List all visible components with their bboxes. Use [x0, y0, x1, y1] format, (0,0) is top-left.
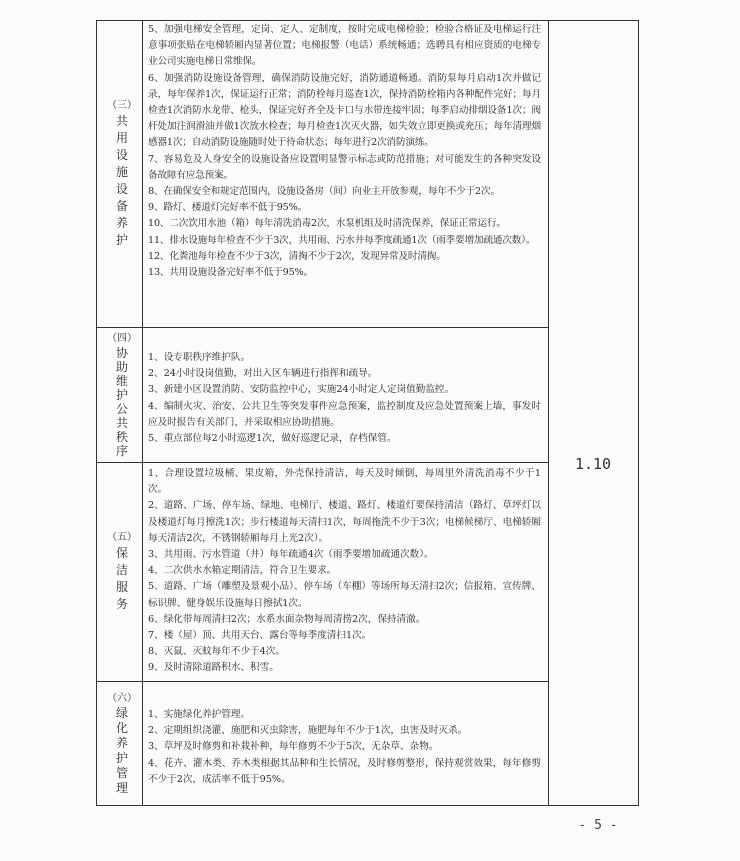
category-char: 护	[115, 750, 128, 765]
category-char: 维	[115, 374, 128, 388]
column-divider	[142, 20, 143, 806]
column-divider	[548, 20, 549, 806]
category-char: 护	[115, 388, 128, 402]
content-item: 8、灭鼠、灭蚊每年不少于4次。	[148, 646, 285, 658]
category-char: 洁	[115, 563, 128, 577]
category-char: 备	[115, 199, 128, 213]
category-char: 共	[115, 114, 128, 128]
category-char: 养	[115, 216, 128, 230]
category-char: 护	[115, 233, 128, 247]
section-index: （三）	[107, 100, 137, 111]
content-item: 4、编制火灾、治安、公共卫生等突发事件应急预案，监控制度及应急处置预案上墙，事发时应及时报告有关部门，并采取相应协助措施。	[148, 400, 541, 428]
category-char: 用	[115, 131, 128, 145]
category-char: 协	[115, 346, 128, 360]
category-char: 序	[115, 444, 128, 458]
content-item: 6、绿化带每周清扫2次；水系水面杂物每周清捞2次，保持清澈。	[148, 613, 426, 625]
category-char: 设	[115, 182, 128, 196]
section-4-category	[102, 328, 142, 462]
table-border-right	[638, 20, 639, 806]
section-6-content	[148, 707, 541, 788]
section-6-category	[102, 682, 142, 805]
section-3-content	[148, 22, 541, 281]
content-item: 9、路灯、楼道灯完好率不低于95%。	[148, 202, 308, 214]
section-index: （四）	[107, 333, 137, 344]
content-item: 6、加强消防设施设备管理，确保消防设施完好，消防通道畅通。消防泵每月启动1次并做记录，每年保养1次，保证运行正常；消防栓每月巡查1次，保持消防栓箱内各种配件完好；每月检查1次消防水龙带、枪头，保证完好齐全及卡口与水带连接牢固；每季启动排烟设备1次；阀杆处加注润滑油并做1次放水检查；每月检查1次灭火器，如失效立即更换或充压；每年清理烟感器1次；自动消防设施随时处于待命状态；每年进行2次消防演练。	[148, 72, 541, 149]
section-index: （五）	[107, 532, 137, 543]
category-char: 理	[115, 780, 128, 795]
category-char: 助	[115, 360, 128, 374]
section-divider	[96, 462, 549, 463]
content-item: 3、草坪及时修剪和补栽补种，每年修剪不少于5次，无杂草、杂物。	[148, 741, 439, 753]
content-item: 5、加强电梯安全管理，定岗、定人、定制度，按时完成电梯检验；检验合格证及电梯运行注意事项张贴在电梯轿厢内显著位置；电梯报警（电话）系统畅通；选聘具有相应资质的电梯专业公司实施电梯日常维保。	[148, 24, 541, 68]
category-char: 公	[115, 402, 128, 416]
content-item: 10、二次饮用水池（箱）每年清洗消毒2次，水泵机组及时清洗保养，保证正常运行。	[148, 218, 506, 230]
content-item: 1、设专职秩序维护队。	[148, 352, 251, 363]
section-divider	[96, 681, 549, 682]
category-char: 务	[115, 597, 128, 611]
section-5-content	[148, 466, 541, 677]
content-item: 2、道路、广场、停车场、绿地、电梯厅、楼道、路灯、楼道灯要保持清洁（路灯、草坪灯以及楼道灯每月擦洗1次；步行楼道每天清扫1次，每周拖洗不少于3次；电梯候梯厅、电梯轿厢每天清洁2次，不锈钢轿厢每月上光2次）。	[148, 500, 541, 544]
table-border-left	[96, 20, 97, 806]
category-char: 绿	[115, 705, 128, 720]
content-item: 4、二次供水水箱定期清洁，符合卫生要求。	[148, 565, 337, 577]
category-char: 共	[115, 416, 128, 430]
section-index: （六）	[107, 692, 137, 704]
content-item: 7、容易危及人身安全的设施设备应设置明显警示标志或防范措施；对可能发生的各种突发设备故障有应急预案。	[148, 153, 541, 181]
category-char: 保	[115, 546, 128, 560]
content-item: 9、及时清除道路积水、积雪。	[148, 662, 279, 674]
content-item: 11、排水设施每年检查不少于3次，共用雨、污水井每季度疏通1次（雨季要增加疏通次数）。	[148, 234, 536, 246]
category-char: 养	[115, 735, 128, 750]
section-5-category	[102, 463, 142, 681]
section-divider	[96, 327, 549, 328]
content-item: 3、新建小区设置消防、安防监控中心，实施24小时定人定岗值勤监控。	[148, 384, 455, 396]
content-item: 5、重点部位每2小时巡逻1次，做好巡逻记录，存档保管。	[148, 433, 397, 445]
content-item: 1、合理设置垃圾桶、果皮箱，外壳保持清洁，每天及时倾倒，每周里外清洗消毒不少于1次。	[148, 468, 541, 496]
section-4-content	[148, 350, 541, 447]
content-item: 13、共用设施设备完好率不低于95%。	[148, 267, 313, 279]
category-char: 化	[115, 720, 128, 735]
content-item: 2、定期组织浇灌、施肥和灭虫除害，施肥每年不少于1次，虫害及时灭杀。	[148, 725, 468, 737]
content-item: 1、实施绿化养护管理。	[148, 709, 251, 720]
content-item: 12、化粪池每年检查不少于3次，清掏不少于2次，发现异常及时清掏。	[148, 250, 446, 262]
page-number: - 5 -	[578, 818, 618, 833]
score-value: 1.10	[574, 455, 612, 473]
content-item: 5、道路、广场（雕塑及景观小品）、停车场（车棚）等场所每天清扫2次；信报箱、宣传牌、标识牌、健身娱乐设施每日擦拭1次。	[148, 581, 541, 609]
section-3-category	[102, 21, 142, 327]
category-char: 管	[115, 765, 128, 780]
category-char: 设	[115, 148, 128, 162]
content-item: 7、楼（屋）顶、共用天台、露台等每季度清扫1次。	[148, 630, 372, 642]
table-border-bottom	[96, 805, 639, 806]
category-char: 服	[115, 580, 128, 594]
category-char: 施	[115, 165, 128, 179]
content-item: 8、在确保安全和规定范围内，设施设备房（间）向业主开放参观，每年不少于2次。	[148, 186, 500, 198]
content-item: 3、共用雨、污水管道（井）每年疏通4次（雨季要增加疏通次数）。	[148, 549, 434, 561]
content-item: 2、24小时设岗值勤，对出入区车辆进行指挥和疏导。	[148, 368, 378, 380]
content-item: 4、花卉、灌木类、乔木类根据其品种和生长情况，及时修剪整形，保持观赏效果，每年修剪不少于2次，成活率不低于95%。	[148, 757, 541, 785]
category-char: 秩	[115, 430, 128, 444]
table-border-top	[96, 20, 639, 21]
